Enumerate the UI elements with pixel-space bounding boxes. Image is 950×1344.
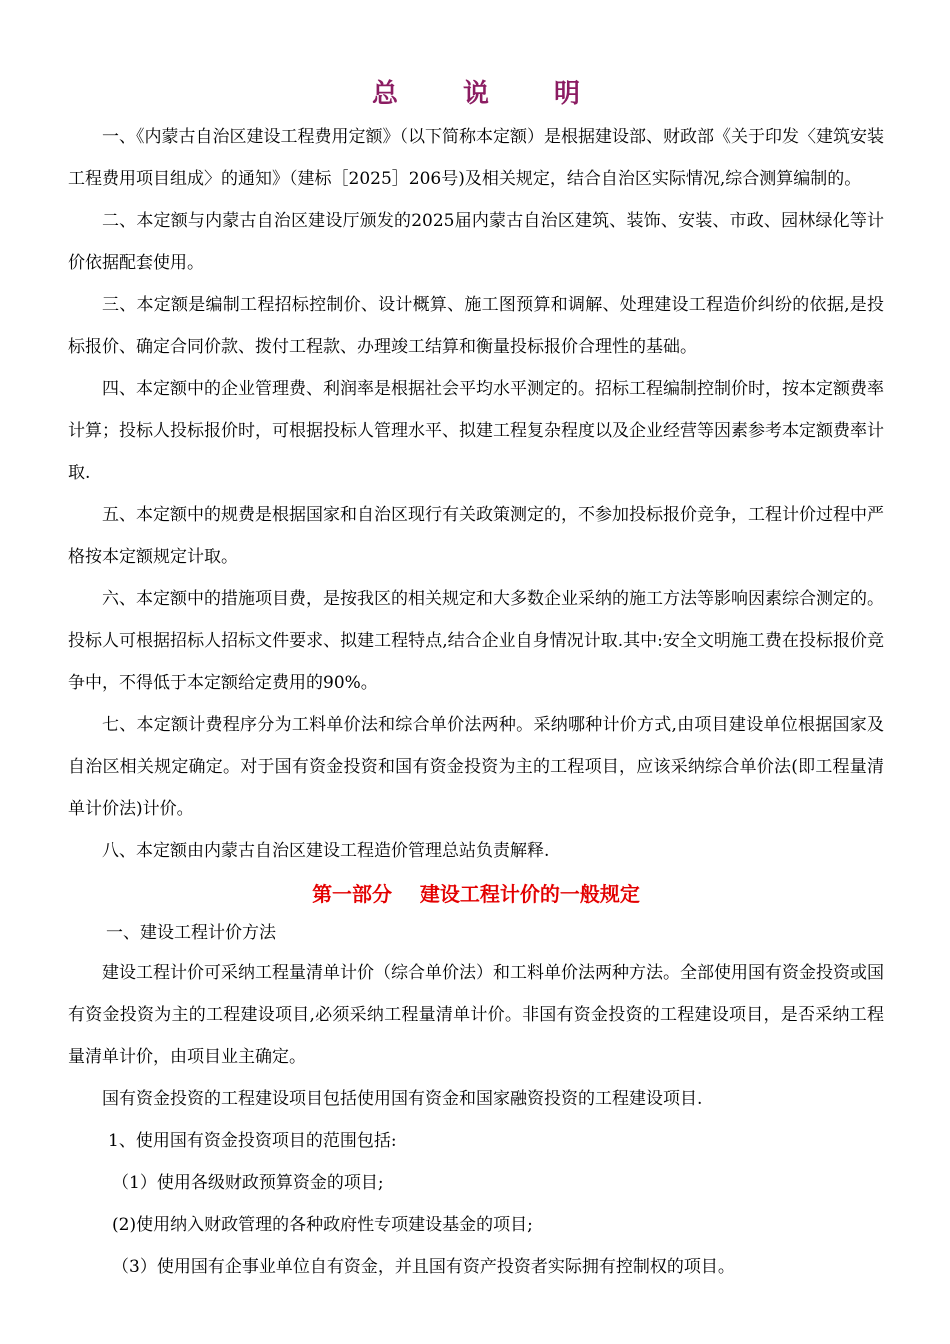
body-paragraph-2: 国有资金投资的工程建设项目包括使用国有资金和国家融资投资的工程建设项目.: [102, 1089, 703, 1109]
scope-heading: 1、使用国有资金投资项目的范围包括:: [108, 1131, 397, 1151]
intro-paragraph-7: 七、本定额计费程序分为工料单价法和综合单价法两种。采纳哪种计价方式,由项目建设单位根据国家及自治区相关规定确定。对于国有资金投资和国有资金投资为主的工程项目，应该采纳综合单价法(即工程量清单计价法)计价。: [68, 715, 884, 819]
subsection-title: 一、建设工程计价方法: [106, 923, 276, 943]
document-title: 总 说 明: [371, 79, 609, 109]
intro-paragraph-1: 一、《内蒙古自治区建设工程费用定额》（以下简称本定额）是根据建设部、财政部《关于印发〈建筑安装工程费用项目组成〉的通知》（建标［2025］206号)及相关规定，结合自治区实际情况,综合测算编制的。: [68, 127, 884, 189]
scope-item-2: (2)使用纳入财政管理的各种政府性专项建设基金的项目;: [112, 1215, 533, 1235]
intro-paragraph-6: 六、本定额中的措施项目费，是按我区的相关规定和大多数企业采纳的施工方法等影响因素综合测定的。投标人可根据招标人招标文件要求、拟建工程特点,结合企业自身情况计取.其中:安全文明施工费在投标报价竞争中，不得低于本定额给定费用的90%。: [68, 589, 884, 693]
scope-item-3: （3）使用国有企事业单位自有资金，并且国有资产投资者实际拥有控制权的项目。: [112, 1257, 735, 1277]
scope-item-1: （1）使用各级财政预算资金的项目;: [112, 1173, 384, 1193]
document-page: [68, 72, 884, 1288]
intro-paragraph-2: 二、本定额与内蒙古自治区建设厅颁发的2025届内蒙古自治区建筑、装饰、安装、市政、园林绿化等计价依据配套使用。: [68, 211, 884, 273]
intro-paragraph-5: 五、本定额中的规费是根据国家和自治区现行有关政策测定的，不参加投标报价竞争，工程计价过程中严格按本定额规定计取。: [68, 505, 884, 567]
intro-paragraph-3: 三、本定额是编制工程招标控制价、设计概算、施工图预算和调解、处理建设工程造价纠纷的依据,是投标报价、确定合同价款、拨付工程款、办理竣工结算和衡量投标报价合理性的基础。: [68, 295, 884, 357]
body-paragraph-1: 建设工程计价可采纳工程量清单计价（综合单价法）和工料单价法两种方法。全部使用国有资金投资或国有资金投资为主的工程建设项目,必须采纳工程量清单计价。非国有资金投资的工程建设项目，是否采纳工程量清单计价，由项目业主确定。: [68, 963, 884, 1067]
intro-paragraph-8: 八、本定额由内蒙古自治区建设工程造价管理总站负责解释.: [102, 841, 550, 861]
intro-paragraph-4: 四、本定额中的企业管理费、利润率是根据社会平均水平测定的。招标工程编制控制价时，按本定额费率计算；投标人投标报价时，可根据投标人管理水平、拟建工程复杂程度以及企业经营等因素参考本定额费率计取.: [68, 379, 884, 483]
section-title: 第一部分 建设工程计价的一般规定: [312, 882, 640, 906]
